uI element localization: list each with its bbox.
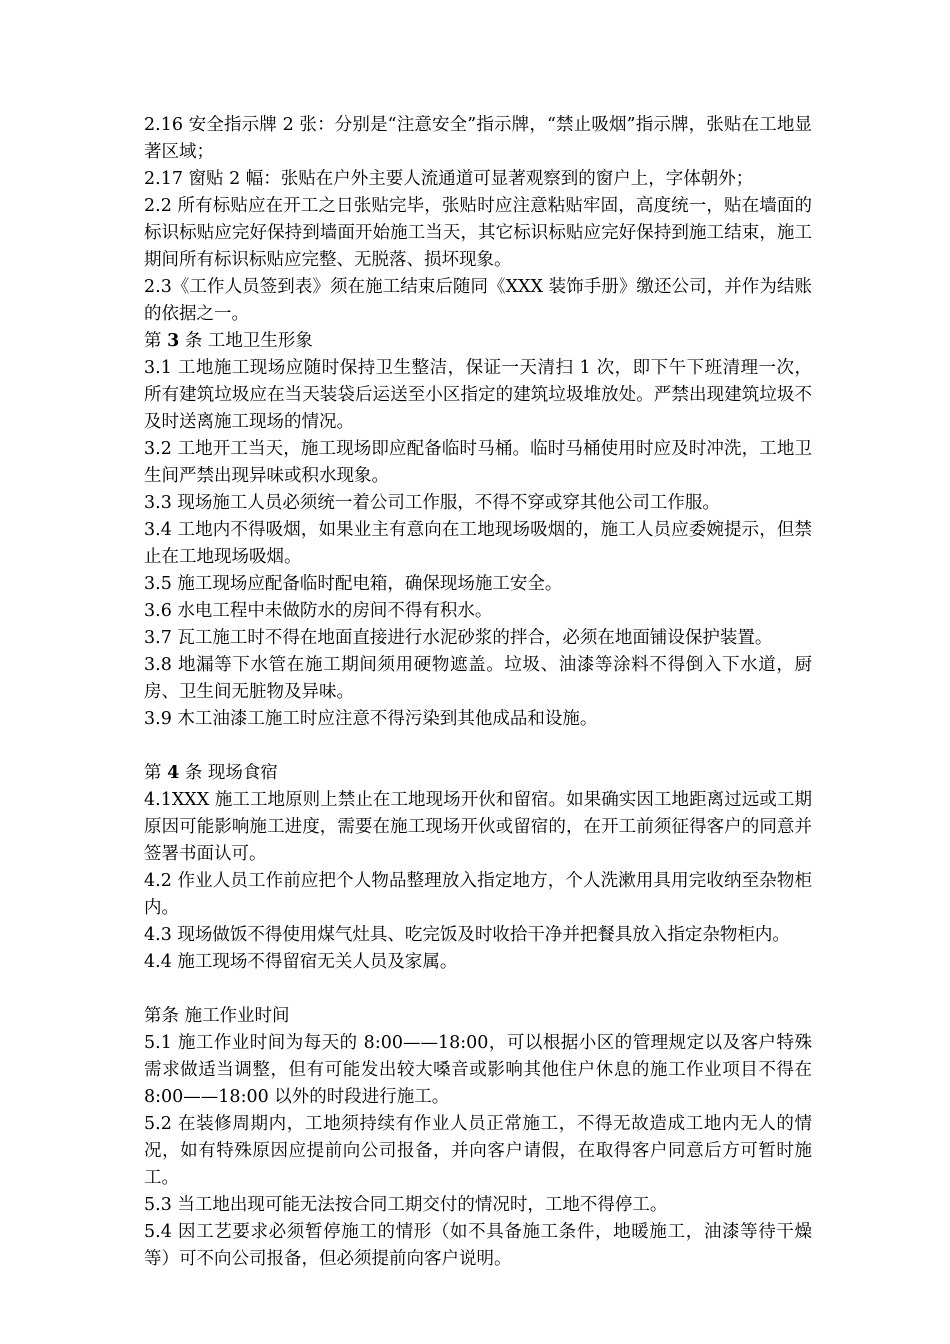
- clause-5-2: 5.2 在装修周期内，工地须持续有作业人员正常施工，不得无故造成工地内无人的情况，如有特殊原因应提前向公司报备，并向客户请假，在取得客户同意后方可暂时施工。: [144, 1114, 812, 1188]
- section-3-heading-number: 3: [167, 331, 180, 351]
- clause-3-4: 3.4 工地内不得吸烟，如果业主有意向在工地现场吸烟的，施工人员应委婉提示，但禁止在工地现场吸烟。: [144, 520, 812, 567]
- blank-line: [144, 976, 812, 1003]
- clause-3-5: 3.5 施工现场应配备临时配电箱，确保现场施工安全。: [144, 574, 563, 594]
- clause-2-16: 2.16 安全指示牌 2 张：分别是“注意安全”指示牌，“禁止吸烟”指示牌，张贴在工地显著区域；: [144, 115, 812, 162]
- clause-3-3: 3.3 现场施工人员必须统一着公司工作服，不得不穿或穿其他公司工作服。: [144, 493, 720, 513]
- document-page: [144, 112, 812, 1273]
- clause-3-2: 3.2 工地开工当天，施工现场即应配备临时马桶。临时马桶使用时应及时冲洗，工地卫生间严禁出现异味或积水现象。: [144, 439, 812, 486]
- clause-4-1: 4.1XXX 施工工地原则上禁止在工地现场开伙和留宿。如果确实因工地距离过远或工期原因可能影响施工进度，需要在施工现场开伙或留宿的，在开工前须征得客户的同意并签署书面认可。: [144, 790, 812, 864]
- clause-3-9: 3.9 木工油漆工施工时应注意不得污染到其他成品和设施。: [144, 709, 598, 729]
- blank-line: [144, 733, 812, 760]
- section-3-heading: [144, 328, 812, 355]
- clause-3-6: 3.6 水电工程中未做防水的房间不得有积水。: [144, 601, 493, 621]
- clause-5-3: 5.3 当工地出现可能无法按合同工期交付的情况时，工地不得停工。: [144, 1195, 668, 1215]
- clause-2-3: 2.3《工作人员签到表》须在施工结束后随同《XXX 装饰手册》缴还公司，并作为结账的依据之一。: [144, 277, 812, 324]
- clause-5-4: 5.4 因工艺要求必须暂停施工的情形（如不具备施工条件，地暖施工，油漆等待干燥等）可不向公司报备，但必须提前向客户说明。: [144, 1222, 812, 1269]
- section-4-heading-title: 条 现场食宿: [184, 763, 278, 783]
- clause-3-8: 3.8 地漏等下水管在施工期间须用硬物遮盖。垃圾、油漆等涂料不得倒入下水道，厨房、卫生间无脏物及异味。: [144, 655, 812, 702]
- clause-4-2: 4.2 作业人员工作前应把个人物品整理放入指定地方，个人洗漱用具用完收纳至杂物柜内。: [144, 871, 812, 918]
- clause-2-17: 2.17 窗贴 2 幅：张贴在户外主要人流通道可显著观察到的窗户上，字体朝外；: [144, 169, 754, 189]
- clause-3-7: 3.7 瓦工施工时不得在地面直接进行水泥砂浆的拌合，必须在地面铺设保护装置。: [144, 628, 773, 648]
- clause-2-2: 2.2 所有标贴应在开工之日张贴完毕，张贴时应注意粘贴牢固，高度统一，贴在墙面的标识标贴应完好保持到墙面开始施工当天，其它标识标贴应完好保持到施工结束，施工期间所有标识标贴应完整、无脱落、损坏现象。: [144, 196, 812, 270]
- section-4-heading-number: 4: [167, 763, 180, 783]
- section-5-heading: 第条 施工作业时间: [144, 1006, 290, 1026]
- clause-5-1: 5.1 施工作业时间为每天的 8:00——18:00，可以根据小区的管理规定以及客户特殊需求做适当调整，但有可能发出较大嗓音或影响其他住户休息的施工作业项目不得在 8:00——18:00 以外的时段进行施工。: [144, 1033, 812, 1107]
- section-4-heading-prefix: 第: [144, 763, 162, 783]
- section-4-heading: [144, 760, 812, 787]
- section-3-heading-title: 条 工地卫生形象: [184, 331, 313, 351]
- clause-3-1: 3.1 工地施工现场应随时保持卫生整洁，保证一天清扫 1 次，即下午下班清理一次，所有建筑垃圾应在当天装袋后运送至小区指定的建筑垃圾堆放处。严禁出现建筑垃圾不及时送离施工现场的情况。: [144, 358, 812, 432]
- clause-4-4: 4.4 施工现场不得留宿无关人员及家属。: [144, 952, 458, 972]
- section-3-heading-prefix: 第: [144, 331, 162, 351]
- clause-4-3: 4.3 现场做饭不得使用煤气灶具、吃完饭及时收拾干净并把餐具放入指定杂物柜内。: [144, 925, 790, 945]
